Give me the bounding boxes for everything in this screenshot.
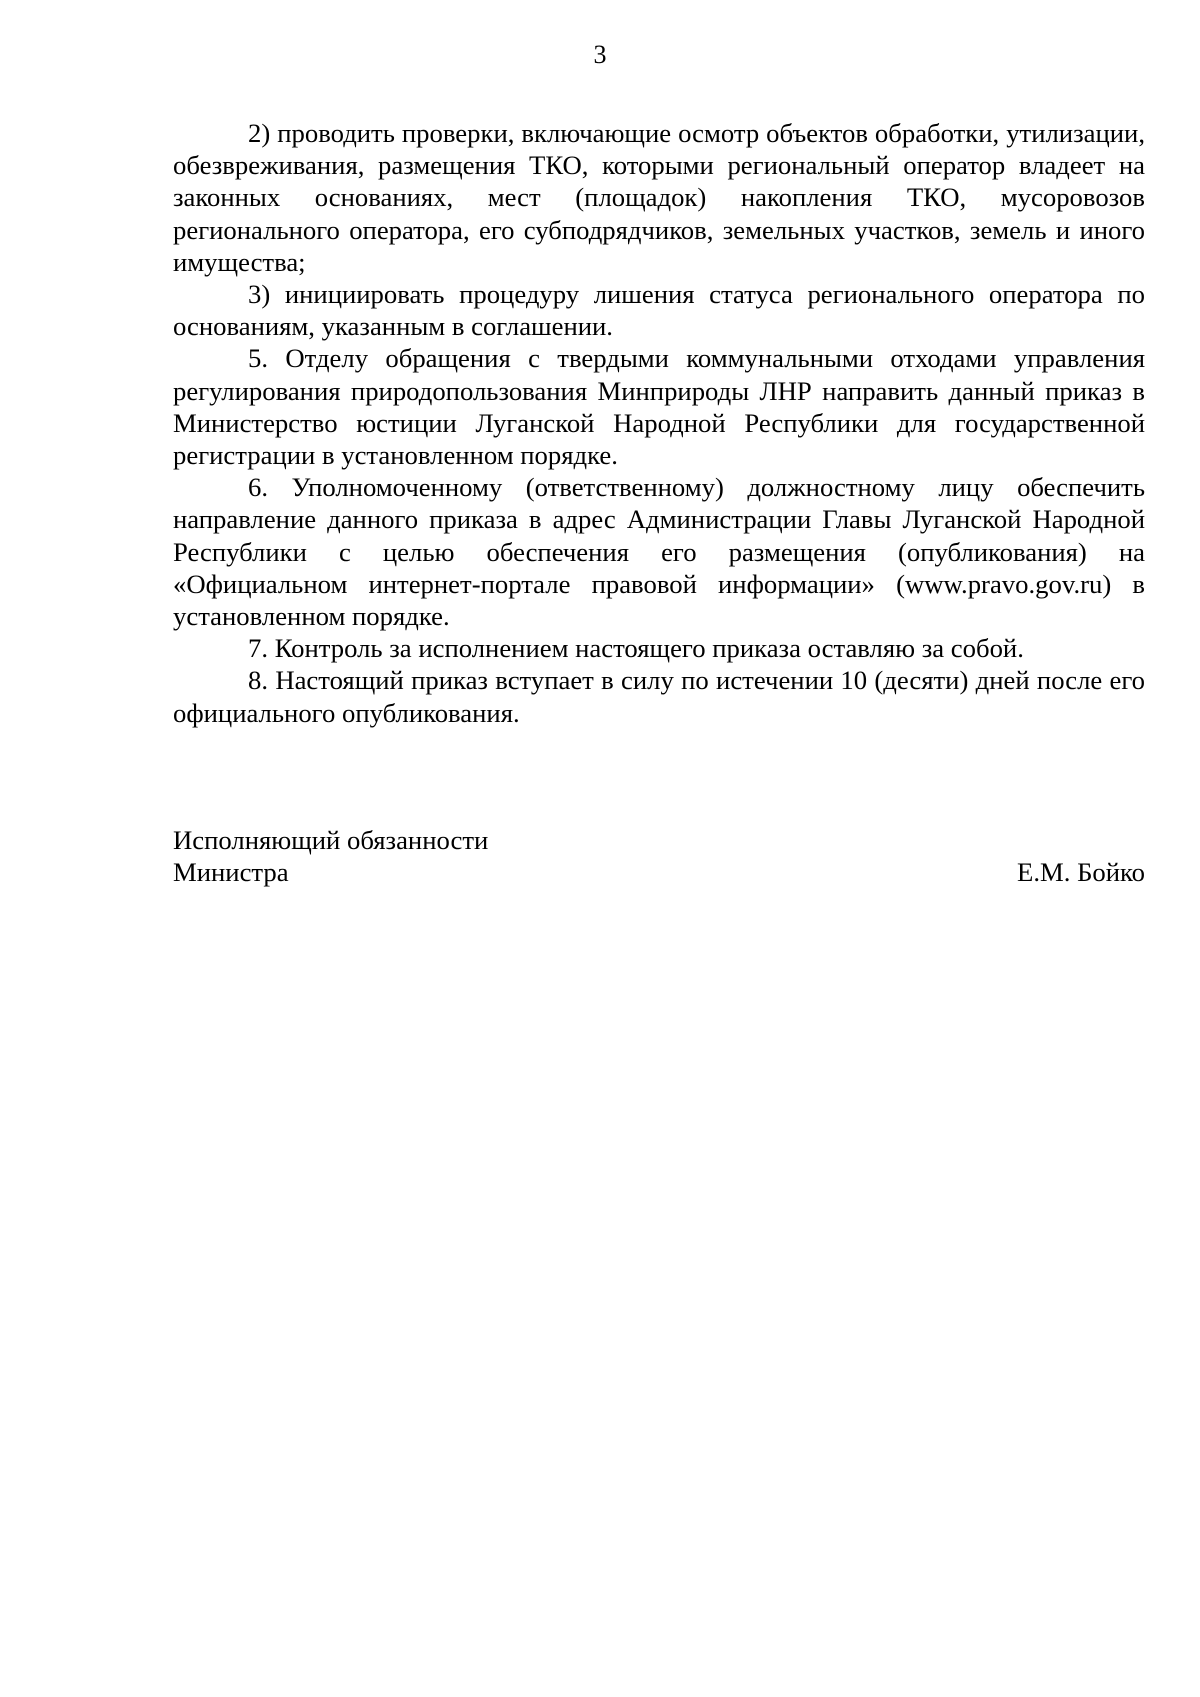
document-body bbox=[173, 117, 1145, 729]
page-number: 3 bbox=[593, 40, 607, 69]
paragraph-clause-8: 8. Настоящий приказ вступает в силу по истечении 10 (десяти) дней после его официального опубликования. bbox=[173, 665, 1145, 728]
signatory-position-line2: Министра bbox=[173, 857, 289, 888]
paragraph-item-2: 2) проводить проверки, включающие осмотр объектов обработки, утилизации, обезвреживания, размещения ТКО, которыми региональный оператор владеет на законных основаниях, мест (площадок) накопления ТКО, мусоровозов регионального оператора, его субподрядчиков, земельных участков, земель и иного имущества; bbox=[173, 118, 1145, 277]
signatory-name: Е.М. Бойко bbox=[1017, 857, 1145, 888]
paragraph-clause-6: 6. Уполномоченному (ответственному) должностному лицу обеспечить направление данного приказа в адрес Администрации Главы Луганской Народной Республики с целью обеспечения его размещения (опубликования) на «Официальном интернет-портале правовой информации» (www.pravo.gov.ru) в установленном порядке. bbox=[173, 472, 1145, 632]
signatory-position-line1: Исполняющий обязанности bbox=[173, 825, 489, 855]
paragraph-item-3: 3) инициировать процедуру лишения статуса регионального оператора по основаниям, указанным в соглашении. bbox=[173, 279, 1145, 342]
paragraph-clause-7: 7. Контроль за исполнением настоящего приказа оставляю за собой. bbox=[248, 633, 1024, 664]
signature-block bbox=[173, 824, 1145, 888]
signature-row bbox=[173, 856, 1145, 888]
paragraph-clause-5: 5. Отделу обращения с твердыми коммунальными отходами управления регулирования природопользования Минприроды ЛНР направить данный приказ в Министерство юстиции Луганской Народной Республики для государственной регистрации в установленном порядке. bbox=[173, 343, 1145, 471]
